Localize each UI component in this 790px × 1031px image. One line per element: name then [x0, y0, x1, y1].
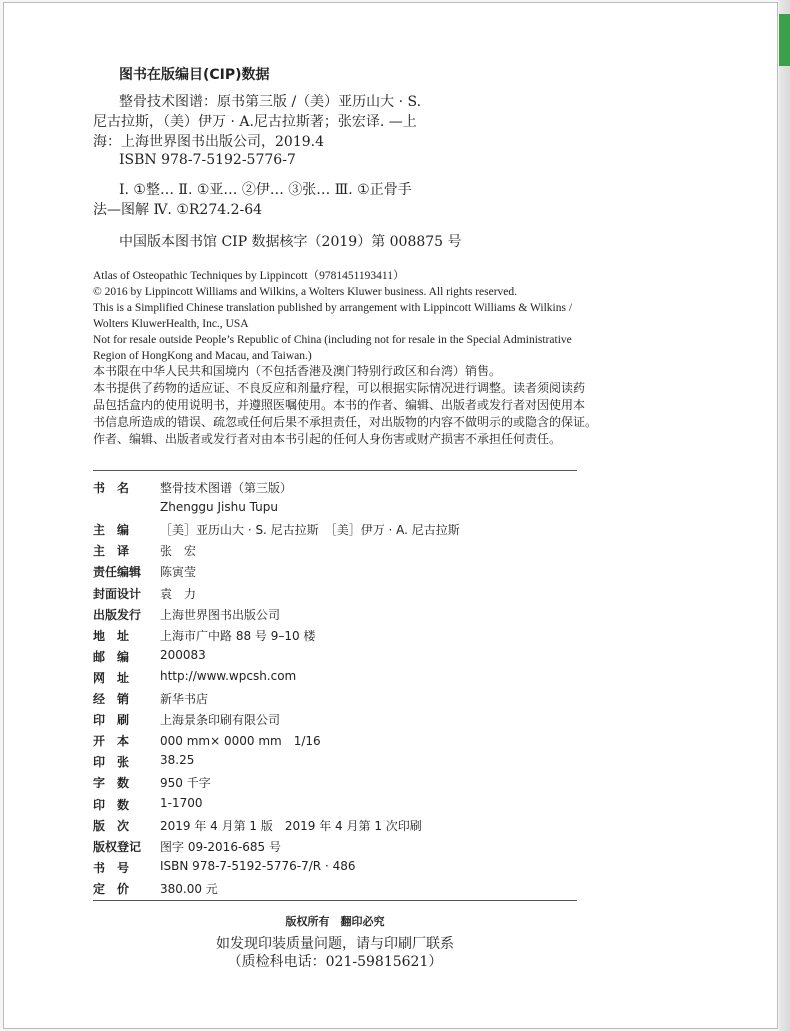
detail-value: 950 千字	[160, 776, 211, 790]
disclaimer-line: 品包括盒内的使用说明书，并遵照医嘱使用。本书的作者、编辑、出版者或发行者对因使用本	[93, 398, 586, 412]
detail-label: 网 址	[93, 671, 130, 685]
detail-value: 000 mm× 0000 mm 1/16	[160, 734, 321, 748]
quality-contact-note: 如发现印装质量问题，请与印刷厂联系	[216, 936, 454, 952]
detail-value: 张 宏	[160, 544, 197, 558]
quality-phone: （质检科电话：021-59815621）	[227, 954, 443, 970]
cip-classification-line: 法—图解 Ⅳ. ①R274.2-64	[93, 202, 263, 218]
book-spine-edge	[779, 0, 790, 1031]
detail-value: 图字 09-2016-685 号	[160, 840, 282, 854]
detail-label: 定 价	[93, 882, 130, 896]
detail-label: 主 编	[93, 523, 130, 537]
detail-value: 上海市广中路 88 号 9–10 楼	[160, 629, 316, 643]
cip-title-line: 整骨技术图谱：原书第三版 /（美）亚历山大 · S.	[119, 94, 422, 110]
detail-value: 1-1700	[160, 796, 203, 810]
detail-value: 上海景条印刷有限公司	[160, 713, 281, 727]
english-rights-line: This is a Simplified Chinese translation published by arrangement with Lippincott Williams & Wilkins /	[93, 302, 573, 314]
rights-reserved: 版权所有 翻印必究	[285, 915, 385, 928]
detail-label: 责任编辑	[93, 565, 142, 579]
detail-value: 袁 力	[160, 587, 197, 601]
cip-author-line: 尼古拉斯，（美）伊万 · A.尼古拉斯著；张宏译. —上	[93, 114, 417, 130]
detail-value: 2019 年 4 月第 1 版 2019 年 4 月第 1 次印刷	[160, 819, 422, 833]
detail-label: 邮 编	[93, 650, 130, 664]
cip-data-number: 中国版本图书馆 CIP 数据核字（2019）第 008875 号	[119, 234, 462, 250]
detail-label: 字 数	[93, 776, 130, 790]
top-divider	[93, 470, 577, 471]
cip-heading: 图书在版编目(CIP)数据	[119, 67, 270, 83]
detail-value: 整骨技术图谱（第三版）	[160, 481, 293, 495]
detail-label: 书 号	[93, 861, 130, 875]
detail-label: 印 张	[93, 755, 130, 769]
detail-value: http://www.wpcsh.com	[160, 669, 297, 683]
detail-label: 开 本	[93, 734, 130, 748]
detail-label: 印 刷	[93, 713, 130, 727]
cip-classification-line: Ⅰ. ①整… Ⅱ. ①亚… ②伊… ③张… Ⅲ. ①正骨手	[119, 182, 412, 198]
detail-label: 主 译	[93, 544, 130, 558]
detail-value: 380.00 元	[160, 882, 218, 896]
english-rights-line: © 2016 by Lippincott Williams and Wilkins, a Wolters Kluwer business. All rights reserved.	[93, 286, 518, 298]
english-rights-line: Wolters KluwerHealth, Inc., USA	[93, 318, 249, 330]
detail-label: 封面设计	[93, 587, 142, 601]
detail-label: 印 数	[93, 798, 130, 812]
detail-value: 上海世界图书出版公司	[160, 608, 281, 622]
green-spine-mark	[779, 14, 790, 66]
detail-label: 版 次	[93, 819, 130, 833]
english-rights-line: Not for resale outside People’s Republic of China (including not for resale in the Special Administrative	[93, 334, 572, 346]
sales-restriction-notice: 本书限在中华人民共和国境内（不包括香港及澳门特别行政区和台湾）销售。	[93, 364, 502, 378]
detail-label: 书 名	[93, 481, 130, 495]
english-rights-line: Atlas of Osteopathic Techniques by Lippincott（9781451193411）	[93, 270, 405, 282]
detail-value: ［美］亚历山大 · S. 尼古拉斯 ［美］伊万 · A. 尼古拉斯	[160, 523, 460, 537]
detail-value: Zhenggu Jishu Tupu	[160, 500, 278, 514]
detail-value: 200083	[160, 648, 206, 662]
detail-value: 新华书店	[160, 692, 209, 706]
detail-label: 地 址	[93, 629, 130, 643]
detail-value: 陈寅莹	[160, 565, 197, 579]
detail-value: 38.25	[160, 753, 195, 767]
disclaimer-line: 本书提供了药物的适应证、不良反应和剂量疗程，可以根据实际情况进行调整。读者须阅读药	[93, 381, 586, 395]
bottom-divider	[93, 900, 577, 901]
detail-label: 版权登记	[93, 840, 142, 854]
disclaimer-line: 书信息所造成的错误、疏忽或任何后果不承担责任，对出版物的内容不做明示的或隐含的保证。	[93, 415, 598, 429]
cip-publisher-line: 海：上海世界图书出版公司，2019.4	[93, 134, 324, 150]
english-rights-line: Region of HongKong and Macau, and Taiwan.)	[93, 350, 312, 362]
detail-label: 出版发行	[93, 608, 142, 622]
detail-label: 经 销	[93, 692, 130, 706]
disclaimer-line: 作者、编辑、出版者或发行者对由本书引起的任何人身伤害或财产损害不承担任何责任。	[93, 432, 562, 446]
detail-value: ISBN 978-7-5192-5776-7/R · 486	[160, 859, 356, 873]
cip-isbn: ISBN 978-7-5192-5776-7	[119, 152, 296, 168]
